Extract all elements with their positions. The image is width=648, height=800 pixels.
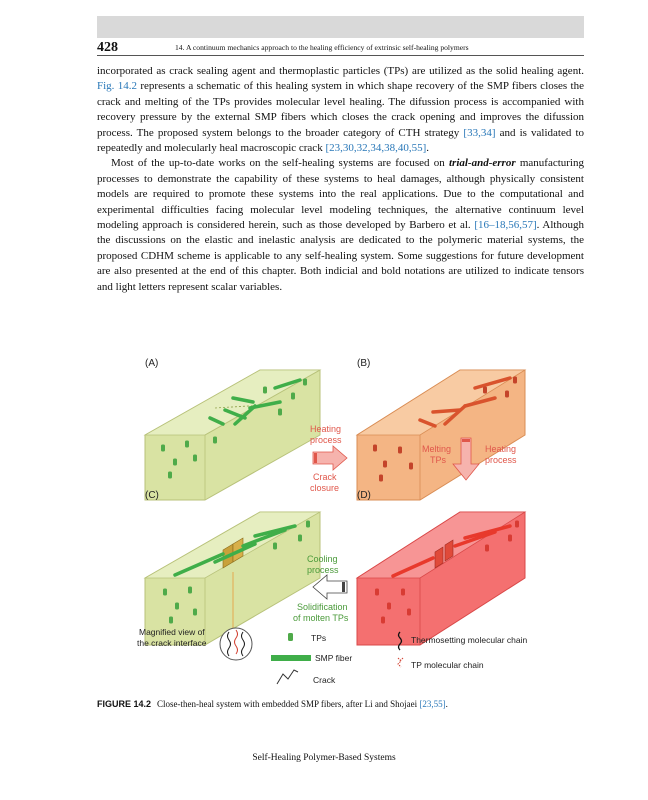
svg-text:process: process [310, 435, 342, 445]
figure-14-2 [115, 340, 565, 688]
svg-text:TPs: TPs [430, 455, 447, 465]
svg-text:SMP fiber: SMP fiber [315, 653, 353, 663]
citation-link[interactable]: [33,34] [463, 126, 496, 139]
svg-text:Solidification: Solidification [297, 602, 348, 612]
svg-text:of molten TPs: of molten TPs [293, 613, 349, 623]
svg-text:TPs: TPs [311, 633, 327, 643]
page-number: 428 [97, 40, 118, 55]
crack-icon [277, 670, 298, 684]
magnified-view [137, 627, 252, 660]
svg-text:TP molecular chain: TP molecular chain [411, 660, 484, 670]
legend-tp-swatch [288, 633, 293, 641]
svg-text:Thermosetting molecular chain: Thermosetting molecular chain [411, 635, 528, 645]
running-title: 14. A continuum mechanics approach to the healing efficiency of extrinsic self-healing polymers [175, 43, 469, 52]
svg-text:the crack interface: the crack interface [137, 638, 207, 648]
tp-chain-icon [398, 658, 403, 667]
footer: Self-Healing Polymer-Based Systems [252, 753, 396, 763]
body-text [97, 64, 584, 295]
caption-label: FIGURE 14.2 [97, 699, 152, 709]
svg-text:Crack: Crack [313, 675, 336, 685]
svg-text:closure: closure [310, 483, 340, 493]
citation-link[interactable]: [16–18,56,57] [474, 219, 537, 232]
paragraph-1: incorporated as crack sealing agent and thermoplastic particles (TPs) are utilized as the solid healing agent. Fig. 14.2 represents a schematic of this healing system in which shape recovery of the SMP fibers closes the crack and melting of the TPs provides molecular level healing. The difussion process is accompanied with recovery pressure by the external SMP fibers which closes the crack opening and improves the difussion process. The proposed system belongs to the broader category of CTH strategy [33,34] and is validated to repeatedly and molecularly heal macroscopic crack [23,30,32,34,38,40,55]. [97, 65, 585, 155]
panel-b [357, 358, 525, 500]
svg-text:process: process [307, 565, 339, 575]
svg-text:Heating: Heating [310, 424, 342, 434]
svg-text:Melting: Melting [422, 444, 452, 454]
figure-caption: FIGURE 14.2 Close-then-heal system with embedded SMP fibers, after Li and Shojaei [23,55]. [97, 699, 448, 709]
panel-d-label: (D) [357, 490, 371, 501]
panel-d [357, 490, 528, 645]
header-rule [97, 55, 584, 56]
legend-fiber-swatch [271, 655, 311, 661]
citation-link[interactable]: [23,30,32,34,38,40,55] [325, 142, 427, 155]
panel-b-label: (B) [357, 358, 371, 369]
magnified-circle [220, 628, 252, 660]
svg-text:Crack: Crack [313, 472, 337, 482]
panel-c-label: (C) [145, 490, 159, 501]
emphasis: trial-and-error [448, 157, 516, 170]
figure-link[interactable]: Fig. 14.2 [97, 80, 138, 93]
svg-text:Magnified view of: Magnified view of [139, 627, 205, 637]
arrow-heating-closure [310, 424, 347, 493]
citation-link[interactable]: [23,55] [419, 699, 446, 709]
header-bar [97, 16, 584, 38]
svg-text:process: process [485, 455, 517, 465]
paragraph-2: Most of the up-to-date works on the self-healing systems are focused on trial-and-error manufacturing processes to demonstrate the capability of these systems to heal damages, although physically consistent models are required to promote these systems into the real applications. Due to the computational and experimental difficulties facing molecular level modeling techniques, the alternative continuum level modeling approach is considered herein, such as those developed by Barbero et al. [16–18,56,57]. Although the discussions on the elastic and inelastic analysis are dedicated to the polymeric material systems, the proposed CDHM scheme is applicable to any self-healing system. Some suggestions for future development are also presented at the end of this chapter. Both indicial and bold notations are utilized to indicate tensors and light letters represent scalar variables. [97, 157, 584, 293]
panel-a-label: (A) [145, 358, 159, 369]
svg-text:Cooling: Cooling [307, 554, 338, 564]
svg-text:Heating: Heating [485, 444, 517, 454]
panel-a [145, 358, 320, 500]
